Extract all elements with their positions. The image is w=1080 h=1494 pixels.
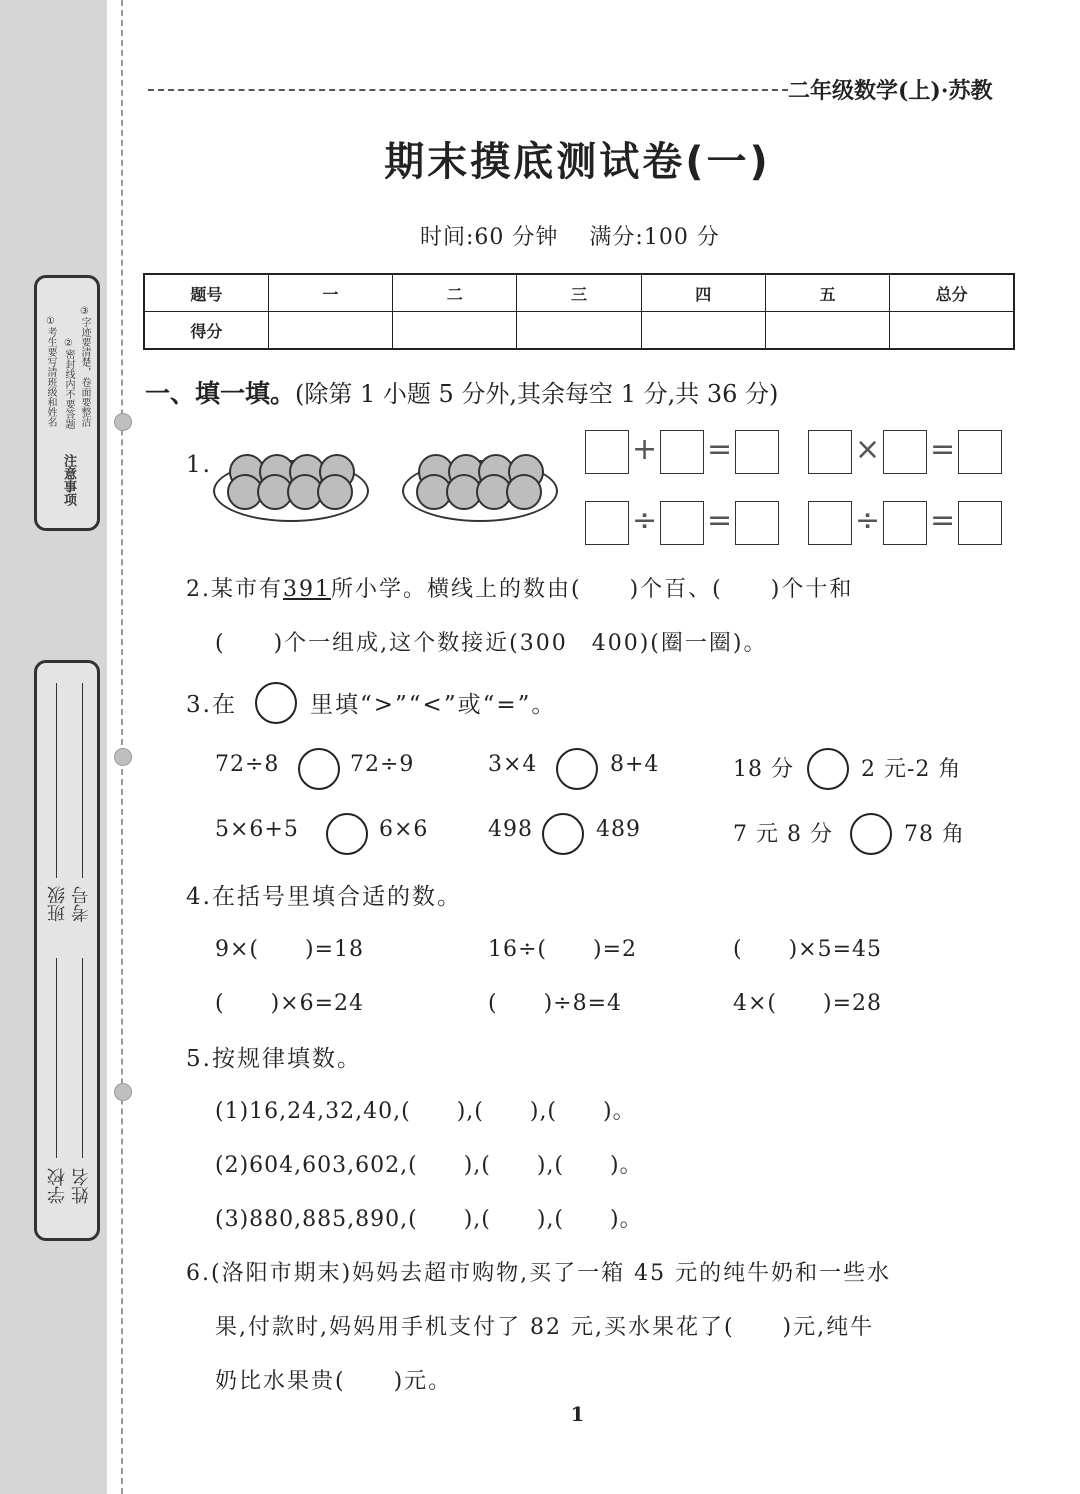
name-field-line[interactable] [82,958,83,1158]
score-cell: 三 [517,274,641,312]
score-cell: 一 [268,274,392,312]
answer-box[interactable] [958,430,1002,474]
q3-item-right: 6×6 [379,817,429,842]
school-field-line[interactable] [56,958,57,1158]
notice-line-1: ①考生要写清班级和姓名 [45,316,56,427]
operator: × [855,432,881,467]
q3-item-left: 5×6+5 [215,817,299,842]
score-row-label: 得分 [144,312,268,350]
q3-pre: 3.在 [186,692,237,718]
full-score: 满分:100 分 [589,225,720,250]
section-1-note: (除第 1 小题 5 分外,其余每空 1 分,共 36 分) [295,380,779,408]
exam-no-field-line[interactable] [82,683,83,878]
q4-item[interactable]: 4×( )=28 [733,991,883,1016]
name-label: 姓名 [71,1168,92,1204]
binding-mark-3 [114,1083,132,1101]
answer-box[interactable] [735,501,779,545]
q3-item-left: 72÷8 [215,752,280,777]
compare-circle[interactable] [807,748,849,790]
score-input-cell[interactable] [393,312,517,350]
answer-box[interactable] [808,501,852,545]
q6-line-2: 果,付款时,妈妈用手机支付了 82 元,买水果花了( )元,纯牛 [215,1315,875,1340]
q2-line-1 [186,572,853,603]
score-input-cell[interactable] [268,312,392,350]
q1-number: 1. [186,452,212,478]
q4-item[interactable]: ( )×6=24 [215,991,365,1016]
operator: = [930,503,956,538]
compare-circle[interactable] [556,748,598,790]
q3-item-left: 498 [488,817,533,842]
score-cell: 四 [641,274,765,312]
class-field-line[interactable] [56,683,57,878]
notice-box [34,275,100,531]
operator: ÷ [855,503,881,538]
operator: = [707,503,733,538]
operator: ÷ [632,503,658,538]
answer-box[interactable] [735,430,779,474]
binding-mark-1 [114,413,132,431]
grade-subject-label: 二年级数学(上)·苏教 [788,78,993,104]
section-1-heading [145,374,778,410]
answer-box[interactable] [883,501,927,545]
score-input-cell[interactable] [765,312,889,350]
operator: = [707,432,733,467]
score-table-score-row [144,312,1014,350]
apple-plate-1 [213,448,373,528]
score-input-cell[interactable] [890,312,1014,350]
q5-item[interactable]: (3)880,885,890,( ),( ),( )。 [215,1207,643,1232]
school-label: 学校 [47,1168,68,1204]
q4-title: 4.在括号里填合适的数。 [186,884,462,910]
answer-box[interactable] [660,501,704,545]
seal-line [121,0,123,1494]
time-score-line [420,220,720,251]
q3-item-right: 2 元-2 角 [861,757,962,782]
score-table [143,273,1015,350]
q3-item-right: 8+4 [610,752,660,777]
answer-box[interactable] [883,430,927,474]
page-title: 期末摸底测试卷(一) [384,139,771,185]
q3-item-left: 18 分 [733,757,794,782]
notice-title: 注意事项 [61,454,76,506]
apple-plate-2 [402,448,562,528]
q2-line-2: ( )个一组成,这个数接近(300 400)(圈一圈)。 [215,631,768,656]
answer-box[interactable] [585,501,629,545]
operator: + [632,432,658,467]
student-info-box [34,660,100,1241]
q4-item[interactable]: ( )÷8=4 [488,991,623,1016]
score-input-cell[interactable] [517,312,641,350]
answer-box[interactable] [660,430,704,474]
q3-item-left: 7 元 8 分 [733,822,833,847]
q6-line-3: 奶比水果贵( )元。 [215,1369,453,1394]
score-cell: 总分 [890,274,1014,312]
score-table-header-row [144,274,1014,312]
q4-item[interactable]: 16÷( )=2 [488,937,638,962]
q2-text: 所小学。横线上的数由( )个百、( )个十和 [331,577,854,602]
score-input-cell[interactable] [641,312,765,350]
notice-line-2: ②密封线内不要答题 [63,338,74,429]
compare-circle[interactable] [326,813,368,855]
notice-line-3: ③字迹要清楚，卷面要整洁 [79,306,90,427]
q6-line-1: 6.(洛阳市期末)妈妈去超市购物,买了一箱 45 元的纯牛奶和一些水 [186,1261,892,1286]
header-dashed-rule [148,89,788,91]
q3-item-right: 78 角 [904,822,965,847]
time-limit: 时间:60 分钟 [420,225,559,250]
q3-item-right: 489 [596,817,641,842]
answer-box[interactable] [808,430,852,474]
answer-box[interactable] [585,430,629,474]
compare-circle-icon [255,682,297,724]
compare-circle[interactable] [298,748,340,790]
class-label: 班级 [47,886,68,922]
binding-mark-2 [114,748,132,766]
compare-circle[interactable] [850,813,892,855]
score-cell: 二 [393,274,517,312]
answer-box[interactable] [958,501,1002,545]
q4-item[interactable]: ( )×5=45 [733,937,883,962]
q5-item[interactable]: (1)16,24,32,40,( ),( ),( )。 [215,1099,636,1124]
q4-item[interactable]: 9×( )=18 [215,937,365,962]
q3-item-left: 3×4 [488,752,538,777]
apple-icon [506,474,542,510]
operator: = [930,432,956,467]
q3-item-right: 72÷9 [350,752,415,777]
q5-title: 5.按规律填数。 [186,1046,362,1072]
q3-post: 里填“>”“<”或“=”。 [310,692,557,718]
page-number: 1 [570,1402,585,1426]
score-cell: 题号 [144,274,268,312]
section-1-title: 一、填一填。 [145,379,296,408]
score-cell: 五 [765,274,889,312]
q2-underlined-number: 391 [283,577,331,602]
exam-no-label: 考号 [71,886,92,922]
q2-text: 2.某市有 [186,577,283,602]
apple-icon [317,474,353,510]
q5-item[interactable]: (2)604,603,602,( ),( ),( )。 [215,1153,643,1178]
compare-circle[interactable] [542,813,584,855]
